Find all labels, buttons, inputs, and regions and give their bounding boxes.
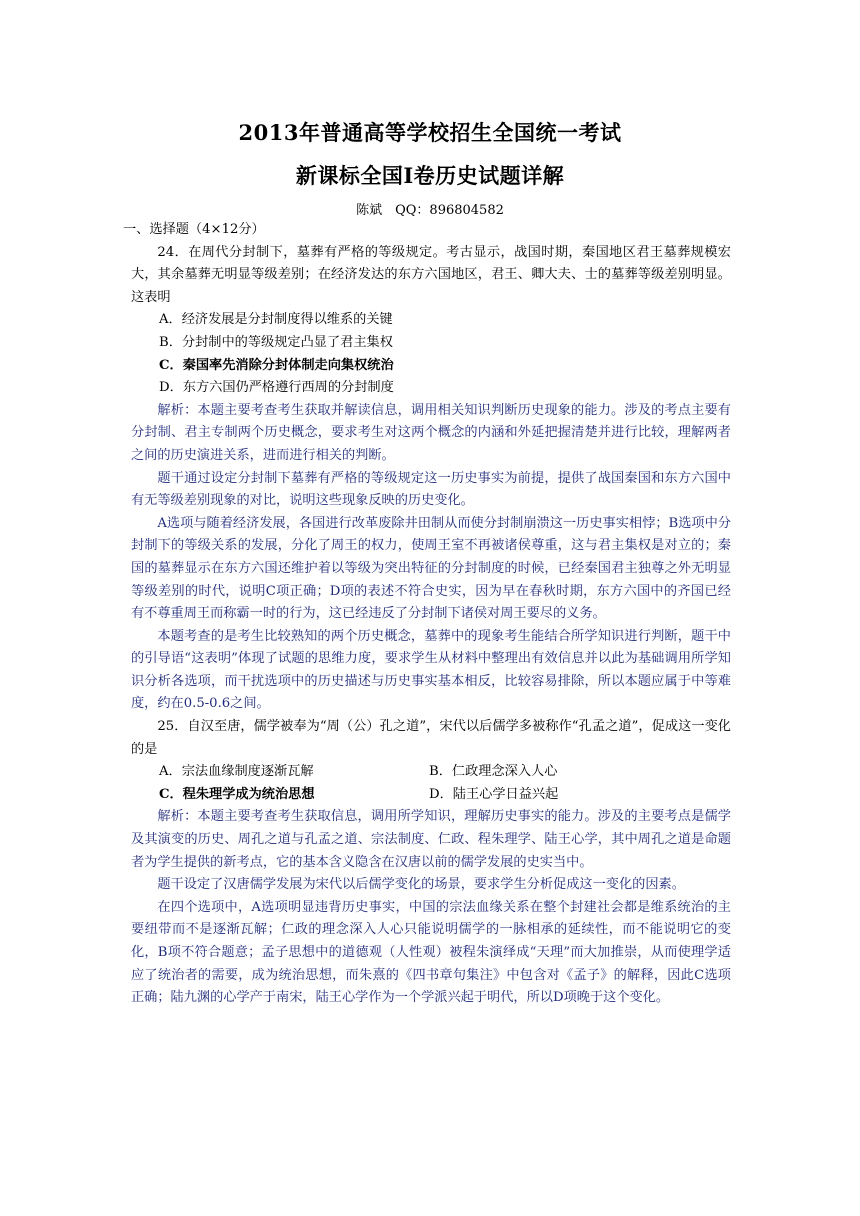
q24-analysis-paragraph: 题干通过设定分封制下墓葬有严格的等级规定这一历史事实为前提，提供了战国秦国和东方六国中有无等级差别现象的对比，说明这些现象反映的历史变化。 <box>131 470 731 509</box>
q24-analysis-paragraph: A选项与随着经济发展，各国进行改革废除井田制从而使分封制崩溃这一历史事实相悖；B选项中分封制下的等级关系的发展，分化了周王的权力，使周王室不再被诸侯尊重，这与君主集权是对立的；秦国的墓葬显示在东方六国还维护着以等级为突出特征的分封制度的时候，已经秦国君主独尊之外无明显等级差别的时代，说明C项正确；D项的表述不符合史实，因为早在春秋时期，东方六国中的齐国已经有不尊重周王而称霸一时的行为，这已经违反了分封制下诸侯对周王要尽的义务。 <box>131 515 731 622</box>
q25-options-row-1 <box>131 761 731 784</box>
q24-option-c: C．秦国率先消除分封体制走向集权统治 <box>159 357 394 373</box>
exam-subtitle: 新课标全国Ⅰ卷历史试题详解 <box>295 163 565 188</box>
q24-analysis-paragraph: 本题考查的是考生比较熟知的两个历史概念，墓葬中的现象考生能结合所学知识进行判断，题干中的引导语“这表明”体现了试题的思维力度，要求学生从材料中整理出有效信息并以此为基础调用所学知识分析各选项，而干扰选项中的历史描述与历史事实基本相反，比较容易排除，所以本题应属于中等难度，约在0.5-0.6之间。 <box>131 628 731 712</box>
q25-analysis-paragraph: 解析：本题主要考查考生获取信息，调用所学知识，理解历史事实的能力。涉及的主要考点是儒学及其演变的历史、周孔之道与孔孟之道、宗法制度、仁政、程朱理学、陆王心学，其中周孔之道是命题者为学生提供的新考点，它的基本含义隐含在汉唐以前的儒学发展的史实当中。 <box>131 809 731 870</box>
q24-analysis-paragraph: 解析：本题主要考查考生获取并解读信息，调用相关知识判断历史现象的能力。涉及的考点主要有分封制、君主专制两个历史概念，要求考生对这两个概念的内涵和外延把握清楚并进行比较，理解两者之间的历史演进关系，进而进行相关的判断。 <box>131 402 731 463</box>
question-25-stem: 25．自汉至唐，儒学被奉为“周（公）孔之道”，宋代以后儒学多被称作“孔孟之道”，促成这一变化的是 <box>131 719 731 757</box>
q24-option-b: B．分封制中的等级规定凸显了君主集权 <box>159 334 393 350</box>
q25-option-d: D．陆王心学日益兴起 <box>429 786 559 802</box>
question-24-stem: 24．在周代分封制下，墓葬有严格的等级规定。考古显示，战国时期，秦国地区君王墓葬规模宏大，其余墓葬无明显等级差别；在经济发达的东方六国地区，君王、卿大夫、士的墓葬等级差别明显。这表明 <box>131 244 731 305</box>
q25-option-b: B．仁政理念深入人心 <box>429 764 558 780</box>
author-line: 陈斌 QQ：896804582 <box>356 203 504 218</box>
q25-analysis-paragraph: 在四个选项中，A选项明显违背历史事实，中国的宗法血缘关系在整个封建社会都是维系统治的主要纽带而不是逐渐瓦解；仁政的理念深入人心只能说明儒学的一脉相承的延续性，而不能说明它的变化，B项不符合题意；孟子思想中的道德观（人性观）被程朱演绎成“天理”而大加推崇，从而使理学适应了统治者的需要，成为统治思想，而朱熹的《四书章句集注》中包含对《孟子》的解释，因此C选项正确；陆九渊的心学产于南宋，陆王心学作为一个学派兴起于明代，所以D项晚于这个变化。 <box>131 899 731 1006</box>
section-heading: 一、选择题（4×12分） <box>123 222 265 237</box>
q25-option-c: C．程朱理学成为统治思想 <box>159 786 315 802</box>
q24-option-a: A．经济发展是分封制度得以维系的关键 <box>159 312 393 328</box>
exam-title: 2013年普通高等学校招生全国统一考试 <box>238 120 622 145</box>
q25-analysis-paragraph: 题干设定了汉唐儒学发展为宋代以后儒学变化的场景，要求学生分析促成这一变化的因素。 <box>157 877 685 893</box>
q25-options-row-2 <box>131 784 731 807</box>
q25-option-a: A．宗法血缘制度逐渐瓦解 <box>159 764 314 780</box>
document-body <box>123 219 731 1010</box>
q24-option-d: D．东方六国仍严格遵行西周的分封制度 <box>159 380 394 396</box>
